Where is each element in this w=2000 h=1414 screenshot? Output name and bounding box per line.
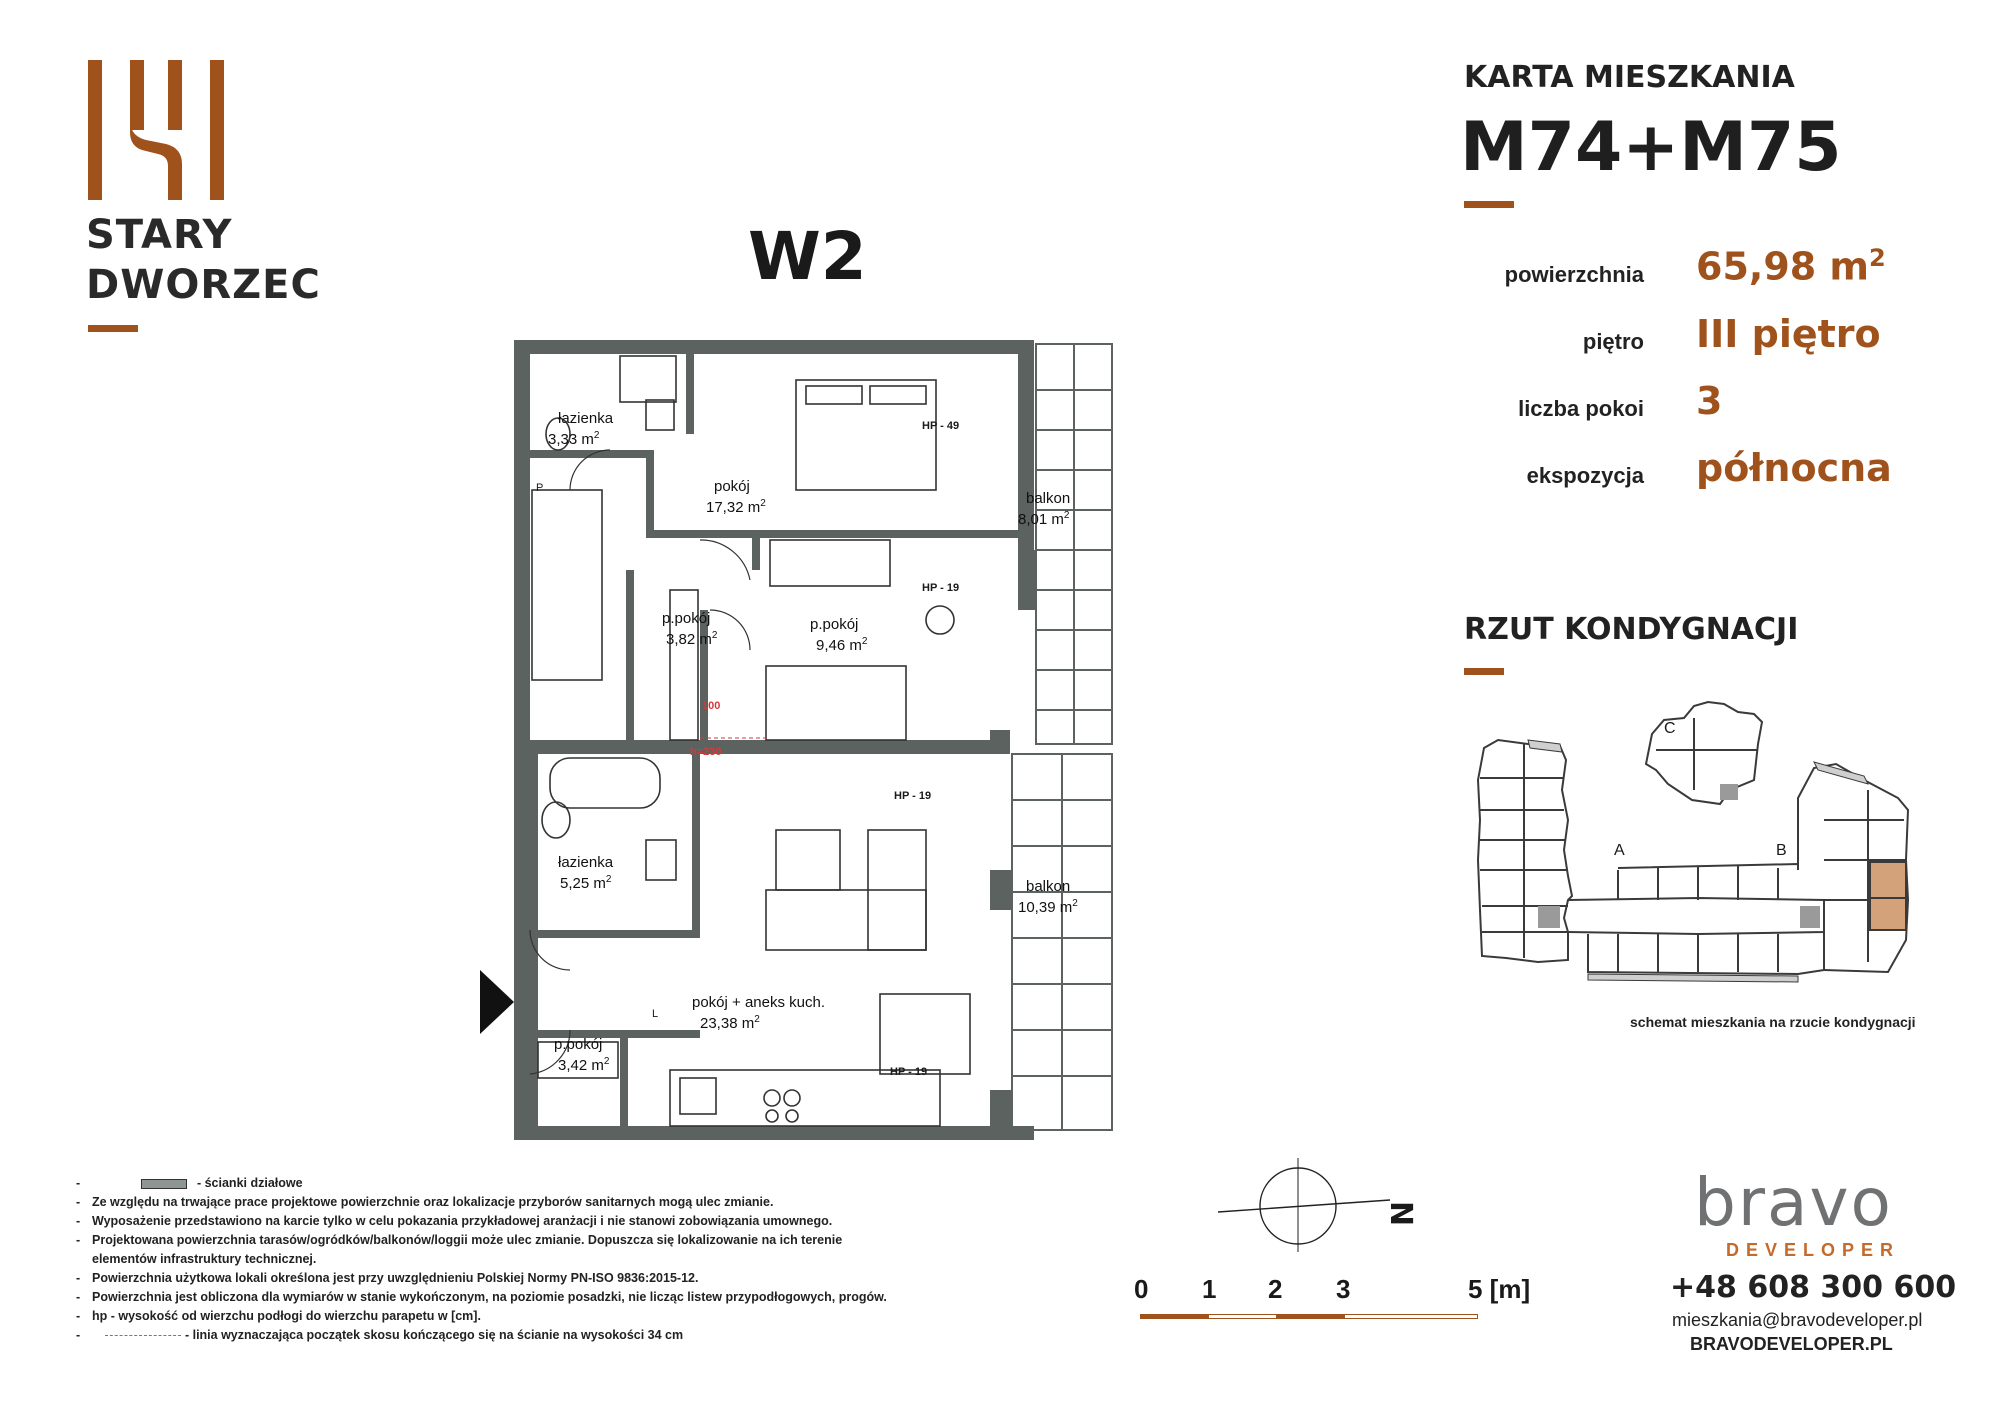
highlighted-unit <box>1870 862 1906 898</box>
developer-email[interactable]: mieszkania@bravodeveloper.pl <box>1672 1310 1923 1330</box>
note-row <box>76 1309 916 1328</box>
room-living-kitchen-area <box>700 1014 760 1032</box>
l-marker: L <box>652 1008 659 1020</box>
room-bedroom-area-text: 17,32 m <box>706 499 761 516</box>
note-bullet: - <box>76 1233 81 1247</box>
area-value-sup: 2 <box>1869 244 1886 272</box>
room-utility-2-area-text: 9,46 m <box>816 637 862 654</box>
room-balcony-2-area-sup: 2 <box>1072 898 1078 909</box>
plan-code: W2 <box>748 218 867 295</box>
room-utility-2-area-sup: 2 <box>861 636 868 647</box>
details-table <box>1480 240 1960 500</box>
developer-logo-name: bravo <box>1694 1164 1893 1241</box>
wing-c-label: C <box>1664 720 1676 737</box>
apartment-floor-plan <box>470 330 1120 1150</box>
scale-segment <box>1208 1314 1278 1319</box>
scale-bar <box>1130 1274 1550 1334</box>
note-text: - linia wyznaczająca początek skosu kończącego się na ścianie na wysokości 34 cm <box>184 1328 684 1342</box>
room-utility-3-name: p.pokój <box>554 1036 603 1053</box>
floor-plan-caption: schemat mieszkania na rzucie kondygnacji <box>1630 1014 1916 1030</box>
scale-tick-5: 5 [m] <box>1468 1274 1531 1304</box>
area-label: powierzchnia <box>1504 262 1644 287</box>
note-text: - ścianki działowe <box>196 1176 303 1190</box>
room-utility-1-area-sup: 2 <box>711 630 718 641</box>
hp-19-label-1: HP - 19 <box>922 582 960 594</box>
ceiling-height-label: h=230 <box>690 746 722 758</box>
note-row <box>76 1290 916 1309</box>
developer-phone: +48 608 300 600 <box>1670 1270 1957 1305</box>
brand-logo <box>86 60 226 200</box>
floor-label: piętro <box>1582 329 1644 354</box>
legend-wall-swatch <box>141 1179 187 1189</box>
room-bathroom-2-area-sup: 2 <box>605 874 612 885</box>
scale-tick-3: 3 <box>1336 1274 1351 1304</box>
room-bathroom-2-area-text: 5,25 m <box>560 875 606 892</box>
note-text: Powierzchnia jest obliczona dla wymiarów w stanie wykończonym, na poziomie posadzki, nie licząc listew przypodłogowych, progów. <box>92 1290 887 1304</box>
room-utility-1-name: p.pokój <box>662 610 711 627</box>
note-row <box>76 1214 916 1233</box>
room-living-kitchen-name: pokój + aneks kuch. <box>692 994 826 1011</box>
room-balcony-1-name: balkon <box>1026 490 1071 507</box>
note-row <box>76 1233 916 1252</box>
note-bullet: - <box>76 1309 81 1323</box>
note-row <box>76 1252 916 1271</box>
rooms-label: liczba pokoi <box>1518 396 1644 421</box>
room-bedroom-name: pokój <box>714 478 750 495</box>
developer-website[interactable]: BRAVODEVELOPER.PL <box>1690 1334 1893 1354</box>
room-balcony-2-name: balkon <box>1026 878 1071 895</box>
note-text: hp - wysokość od wierzchu podłogi do wierzchu parapetu w [cm]. <box>92 1309 481 1323</box>
note-bullet: - <box>76 1214 81 1228</box>
hp-19-label-2: HP - 19 <box>894 790 932 802</box>
area-value <box>1696 244 1886 289</box>
area-value-text: 65,98 m <box>1696 244 1870 289</box>
scale-segment <box>1344 1314 1478 1319</box>
notes-list <box>76 1176 916 1347</box>
floor-value: III piętro <box>1696 312 1881 356</box>
note-bullet: - <box>76 1290 81 1304</box>
note-row <box>76 1176 916 1195</box>
entrance-arrow <box>480 970 514 1034</box>
room-utility-3-area-text: 3,42 m <box>558 1057 604 1074</box>
scale-tick-1: 1 <box>1202 1274 1217 1304</box>
brand-name-line1: STARY <box>86 212 233 258</box>
logo-mark-icon <box>86 60 226 200</box>
room-utility-2-area <box>816 636 867 654</box>
note-bullet: - <box>76 1176 81 1190</box>
hp-49-label: HP - 49 <box>922 420 960 432</box>
wing-b-label: B <box>1776 842 1787 859</box>
room-living-kitchen-area-sup: 2 <box>754 1014 760 1025</box>
hp-19-label-3: HP - 19 <box>890 1066 928 1078</box>
note-row <box>76 1195 916 1214</box>
room-bedroom-area-sup: 2 <box>760 498 766 509</box>
note-text: Ze względu na trwające prace projektowe powierzchnie oraz lokalizacje przyborów sanitarnych mogą ulec zmianie. <box>92 1195 774 1209</box>
compass <box>1214 1152 1434 1262</box>
room-bathroom-1-name: łazienka <box>558 410 614 427</box>
room-bathroom-1-area-sup: 2 <box>593 430 600 441</box>
room-bathroom-1-area-text: 3,33 m <box>548 431 594 448</box>
note-bullet: - <box>76 1271 81 1285</box>
scale-segment <box>1140 1314 1208 1319</box>
apartment-id: M74+M75 <box>1460 108 1842 187</box>
note-bullet: - <box>76 1328 81 1342</box>
room-balcony-2-area <box>1018 898 1078 916</box>
room-bathroom-2-area <box>560 874 611 892</box>
room-utility-3-area-sup: 2 <box>603 1056 610 1067</box>
scale-tick-0: 0 <box>1134 1274 1149 1304</box>
room-balcony-1-area <box>1018 510 1069 528</box>
room-utility-2-name: p.pokój <box>810 616 859 633</box>
room-bathroom-1-area <box>548 430 599 448</box>
room-utility-3-area <box>558 1056 609 1074</box>
note-row <box>76 1271 916 1290</box>
room-utility-1-area-text: 3,82 m <box>666 631 712 648</box>
note-text: Wyposażenie przedstawiono na karcie tylko w celu pokazania przykładowej aranżacji i nie stanowi zobowiązania umownego. <box>92 1214 833 1228</box>
room-bathroom-2-name: łazienka <box>558 854 614 871</box>
header-underline <box>1464 201 1514 208</box>
brand-underline <box>88 325 138 332</box>
legend-dashed-line <box>105 1335 181 1336</box>
wing-a-label: A <box>1614 842 1625 859</box>
rooms-value: 3 <box>1696 379 1723 423</box>
room-balcony-1-area-text: 8,01 m <box>1018 511 1064 528</box>
scale-tick-2: 2 <box>1268 1274 1283 1304</box>
exposure-label: ekspozycja <box>1526 463 1644 488</box>
dimension-100: 100 <box>702 700 721 712</box>
room-living-kitchen-area-text: 23,38 m <box>700 1015 755 1032</box>
note-text: Powierzchnia użytkowa lokali określona jest przy uwzględnieniu Polskiej Normy PN-ISO 9836:2015-12. <box>92 1271 699 1285</box>
developer-logo-subtitle: DEVELOPER <box>1726 1240 1901 1260</box>
scale-segment <box>1276 1314 1344 1319</box>
floor-plan-section-underline <box>1464 668 1504 675</box>
floor-plan-section-title: RZUT KONDYGNACJI <box>1464 612 1799 647</box>
exposure-value: północna <box>1696 446 1892 490</box>
note-text: Projektowana powierzchnia tarasów/ogródków/balkonów/loggii może ulec zmianie. Dopuszcza się lokalizowanie na ich terenie <box>92 1233 843 1247</box>
room-balcony-2-area-text: 10,39 m <box>1018 899 1073 916</box>
compass-north-label: N <box>1383 1200 1419 1227</box>
room-bedroom-area <box>706 498 766 516</box>
p-marker: P <box>536 482 544 494</box>
building-key-plan <box>1468 700 1928 1000</box>
note-row <box>76 1328 916 1347</box>
card-title: KARTA MIESZKANIA <box>1464 60 1795 95</box>
note-bullet: - <box>76 1195 81 1209</box>
room-utility-1-area <box>666 630 717 648</box>
note-text: elementów infrastruktury technicznej. <box>92 1252 317 1266</box>
brand-name-line2: DWORZEC <box>86 262 321 308</box>
room-balcony-1-area-sup: 2 <box>1063 510 1070 521</box>
